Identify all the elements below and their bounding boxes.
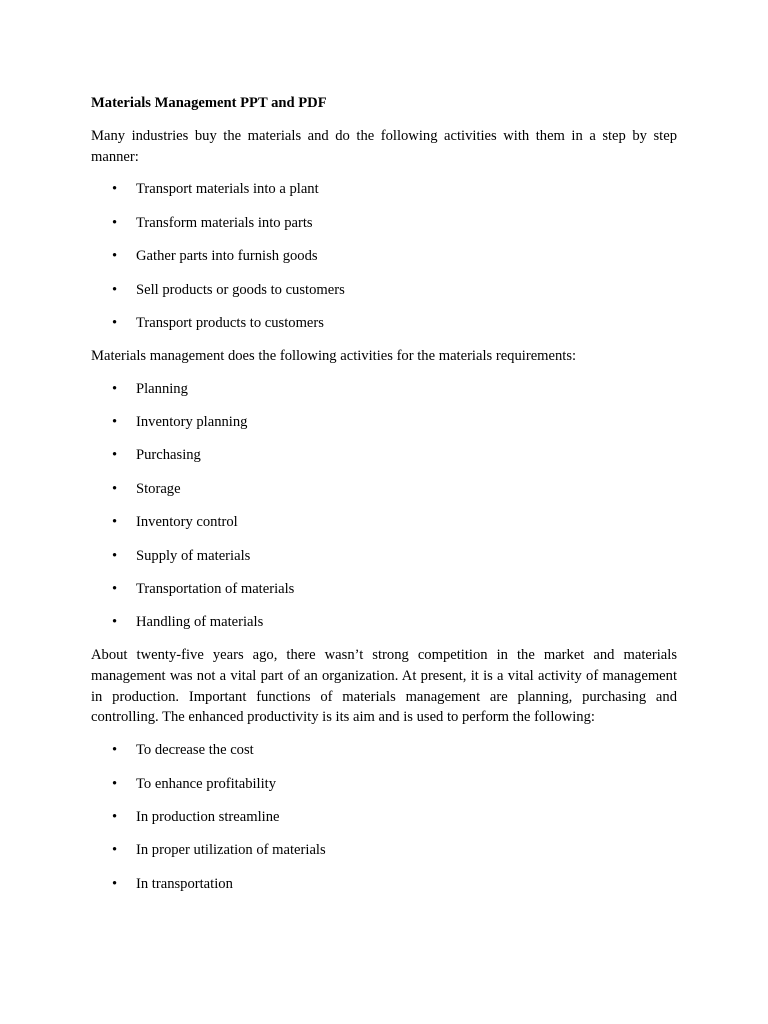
list-item: • Transportation of materials [91, 579, 677, 600]
list-item: • In transportation [91, 874, 677, 895]
list-item: • To enhance profitability [91, 774, 677, 795]
bullet-icon: • [112, 281, 118, 298]
bullet-icon: • [112, 314, 118, 331]
list-item: • Planning [91, 379, 677, 400]
bullet-icon: • [112, 447, 118, 464]
list-item: • In proper utilization of materials [91, 840, 677, 861]
bullet-icon: • [112, 380, 118, 397]
list-item: • Transport materials into a plant [91, 179, 677, 200]
bullet-icon: • [112, 413, 118, 430]
requirements-paragraph: Materials management does the following activities for the materials requirements: [91, 347, 577, 364]
history-paragraph: About twenty-five years ago, there wasn’t strong competition in the market and materials management was not a vital part of an organization. At present, it is a vital activity of management in production. Important functions of materials management are planning, purchasing and controlling. The enhanced productivity is its aim and is used to perform the following: [91, 647, 677, 726]
list-item: • Gather parts into furnish goods [91, 246, 677, 267]
bullet-icon: • [112, 514, 118, 531]
bullet-icon: • [112, 248, 118, 265]
bullet-icon: • [112, 181, 118, 198]
list-item: • Handling of materials [91, 612, 677, 633]
document-page [91, 93, 677, 907]
bullet-icon: • [112, 875, 118, 892]
list-item: • Transform materials into parts [91, 213, 677, 234]
bullet-icon: • [112, 742, 118, 759]
bullet-icon: • [112, 480, 118, 497]
bullet-icon: • [112, 809, 118, 826]
list-item: • Purchasing [91, 445, 677, 466]
document-title: Materials Management PPT and PDF [91, 95, 327, 111]
list-item: • Storage [91, 479, 677, 500]
bullet-icon: • [112, 842, 118, 859]
bullet-icon: • [112, 580, 118, 597]
intro-paragraph: Many industries buy the materials and do the following activities with them in a step by step manner: [91, 127, 677, 165]
list-item: • Inventory planning [91, 412, 677, 433]
list-item: • Sell products or goods to customers [91, 280, 677, 301]
requirements-list [91, 379, 677, 634]
activities-list [91, 179, 677, 333]
bullet-icon: • [112, 214, 118, 231]
bullet-icon: • [112, 547, 118, 564]
bullet-icon: • [112, 614, 118, 631]
bullet-icon: • [112, 775, 118, 792]
list-item: • To decrease the cost [91, 740, 677, 761]
list-item: • Inventory control [91, 512, 677, 533]
goals-list [91, 740, 677, 894]
list-item: • Supply of materials [91, 546, 677, 567]
list-item: • In production streamline [91, 807, 677, 828]
list-item: • Transport products to customers [91, 313, 677, 334]
